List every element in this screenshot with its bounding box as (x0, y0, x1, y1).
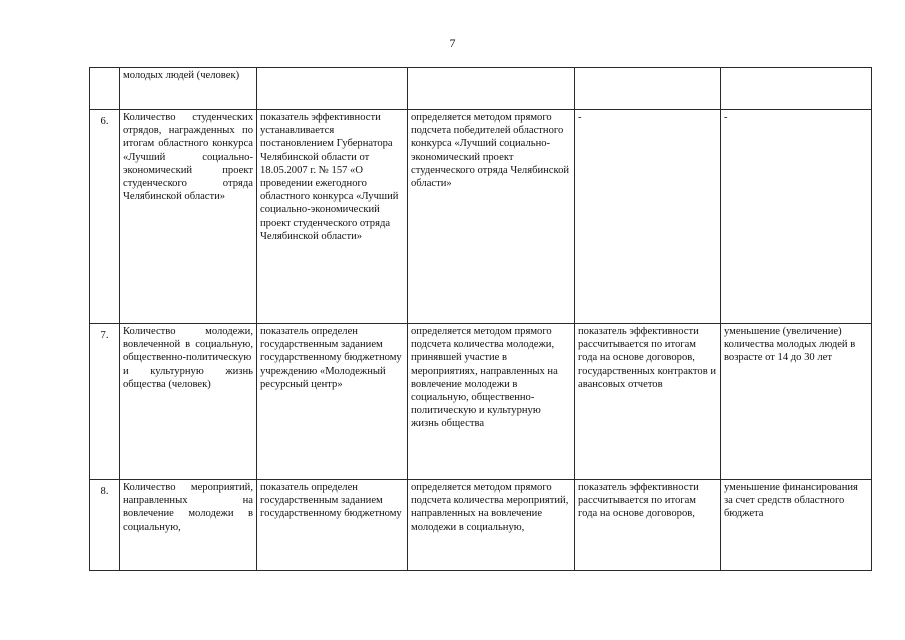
indicator-name-cell: молодых людей (человек) (120, 68, 257, 110)
indicator-basis-cell: показатель эффективности устанавливается постановлением Губернатора Челябинской области от 18.05.2007 г. № 157 «О проведении ежегодного областного конкурса «Лучший социально-экономический проект студенческого отряда Челябинской области» (257, 110, 408, 324)
calculation-method-cell: определяется методом прямого подсчета количества мероприятий, направленных на вовлечение молодежи в социальную, (408, 480, 575, 571)
risk-factors-cell: уменьшение финансирования за счет средств областного бюджета (721, 480, 872, 571)
risk-factors-cell (721, 68, 872, 110)
calculation-method-cell: определяется методом прямого подсчета победителей областного конкурса «Лучший социально-экономический проект студенческого отряда Челябинской области» (408, 110, 575, 324)
indicators-table (89, 67, 872, 571)
indicator-name-cell: Количество студенческих отрядов, награжденных по итогам областного конкурса «Лучший социально-экономический проект студенческого отряда Челябинской области» (120, 110, 257, 324)
table-row (90, 110, 872, 324)
data-source-cell: показатель эффективности рассчитывается по итогам года на основе договоров, государственных контрактов и авансовых отчетов (575, 324, 721, 480)
table-row (90, 480, 872, 571)
table-row (90, 324, 872, 480)
data-source-cell: - (575, 110, 721, 324)
table-row (90, 68, 872, 110)
calculation-method-cell: определяется методом прямого подсчета количества молодежи, принявшей участие в мероприятиях, направленных на вовлечение молодежи в социальную, общественно-политическую и культурную жизнь общества (408, 324, 575, 480)
indicator-basis-cell (257, 68, 408, 110)
row-number-cell: 8. (90, 480, 120, 571)
row-number-cell: 6. (90, 110, 120, 324)
calculation-method-cell (408, 68, 575, 110)
indicator-name-cell: Количество молодежи, вовлеченной в социальную, общественно-политическую и культурную жизнь общества (человек) (120, 324, 257, 480)
row-number-cell (90, 68, 120, 110)
indicator-basis-cell: показатель определен государственным заданием государственному бюджетному учреждению «Молодежный ресурсный центр» (257, 324, 408, 480)
data-source-cell (575, 68, 721, 110)
data-source-cell: показатель эффективности рассчитывается по итогам года на основе договоров, (575, 480, 721, 571)
risk-factors-cell: - (721, 110, 872, 324)
row-number-cell: 7. (90, 324, 120, 480)
indicator-name-cell: Количество мероприятий, направленных на вовлечение молодежи в социальную, (120, 480, 257, 571)
indicator-basis-cell: показатель определен государственным заданием государственному бюджетному (257, 480, 408, 571)
page-number: 7 (449, 36, 456, 50)
risk-factors-cell: уменьшение (увеличение) количества молодых людей в возрасте от 14 до 30 лет (721, 324, 872, 480)
